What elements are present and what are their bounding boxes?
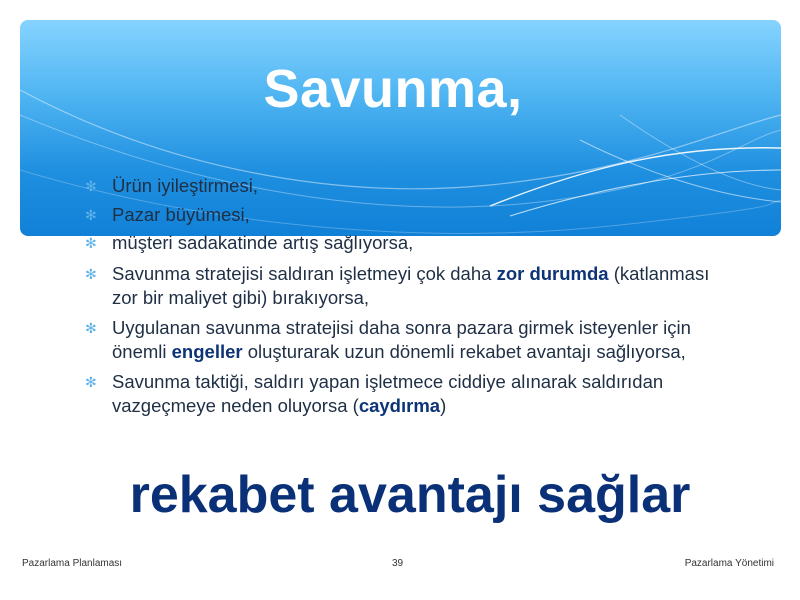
asterisk-bullet-icon: ✻: [85, 373, 97, 390]
footer-right: Pazarlama Yönetimi: [684, 558, 774, 569]
bullet-item: ✻ müşteri sadakatinde artış sağlıyorsa,: [84, 229, 724, 258]
bullet-list: [84, 172, 724, 424]
page-number: 39: [392, 558, 404, 569]
slide-title: Savunma,: [263, 59, 523, 119]
asterisk-bullet-icon: ✻: [85, 265, 97, 282]
conclusion-heading: rekabet avantajı sağlar: [129, 466, 691, 524]
emphasis-text: caydırma: [358, 394, 441, 416]
asterisk-bullet-icon: ✻: [85, 235, 97, 251]
bullet-item: ✻ Savunma taktiği, saldırı yapan işletmece ciddiye alınarak saldırıdan vazgeçmeye neden oluyorsa (caydırma): [85, 370, 664, 416]
emphasis-text: engeller: [171, 340, 243, 362]
asterisk-bullet-icon: ✻: [85, 178, 97, 194]
asterisk-bullet-icon: ✻: [85, 206, 97, 223]
footer-left: Pazarlama Planlaması: [22, 558, 123, 569]
asterisk-bullet-icon: ✻: [85, 319, 97, 336]
bullet-item: ✻ Pazar büyümesi,: [84, 201, 724, 230]
bullet-item: ✻ Uygulanan savunma stratejisi daha sonra pazara girmek isteyenler için önemli engeller oluşturarak uzun dönemli rekabet avantajı sağlıyorsa,: [85, 316, 691, 362]
bullet-item: ✻ Savunma stratejisi saldıran işletmeyi çok daha zor durumda (katlanması zor bir maliyet gibi) bırakıyorsa,: [85, 262, 710, 308]
bullet-item: ✻ Ürün iyileştirmesi,: [84, 172, 724, 201]
emphasis-text: zor durumda: [496, 262, 609, 284]
